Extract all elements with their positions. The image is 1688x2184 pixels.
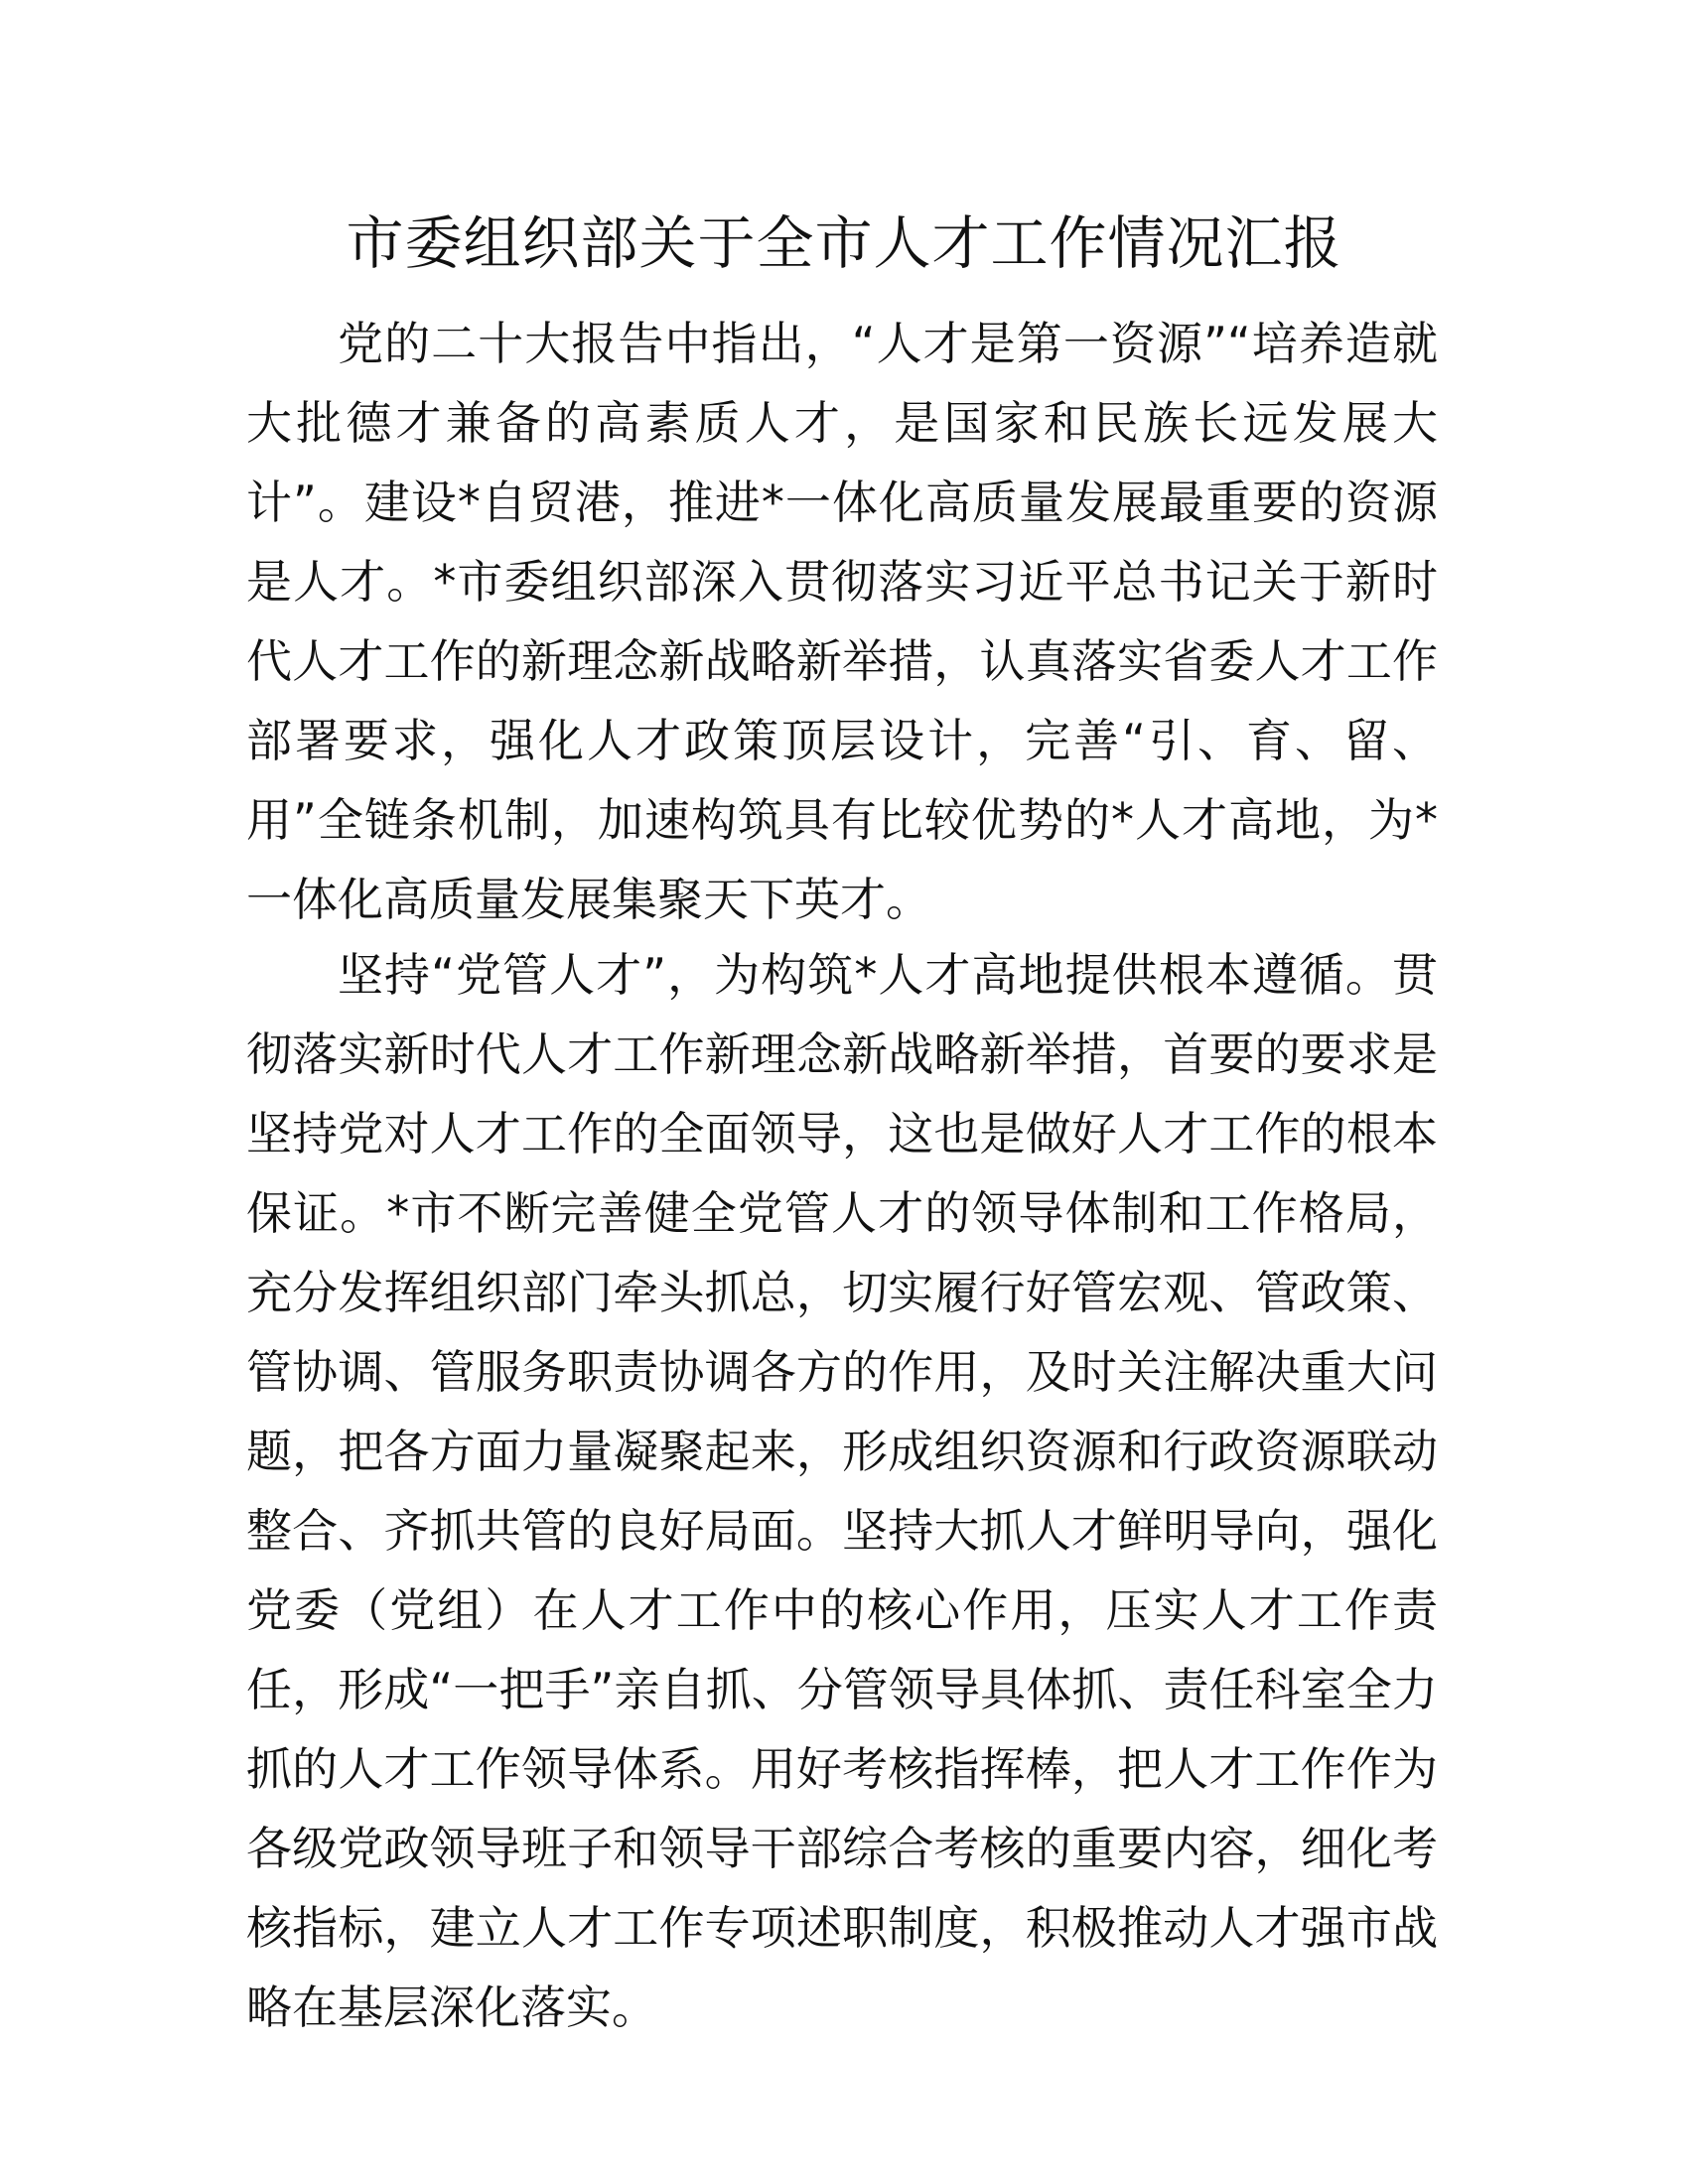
paragraph-party-leadership: 坚持“党管人才”，为构筑*人才高地提供根本遵循。贯彻落实新时代人才工作新理念新战略新举措，首要的要求是坚持党对人才工作的全面领导，这也是做好人才工作的根本保证。*市不断完善健全党管人才的领导体制和工作格局，充分发挥组织部门牵头抓总，切实履行好管宏观、管政策、管协调、管服务职责协调各方的作用，及时关注解决重大问题，把各方面力量凝聚起来，形成组织资源和行政资源联动整合、齐抓共管的良好局面。坚持大抓人才鲜明导向，强化党委（党组）在人才工作中的核心作用，压实人才工作责任，形成“一把手”亲自抓、分管领导具体抓、责任科室全力抓的人才工作领导体系。用好考核指挥棒，把人才工作作为各级党政领导班子和领导干部综合考核的重要内容，细化考核指标，建立人才工作专项述职制度，积极推动人才强市战略在基层深化落实。 [246,948,1438,2034]
paragraph-intro: 党的二十大报告中指出，“人才是第一资源”“培养造就大批德才兼备的高素质人才，是国家和民族长远发展大计”。建设*自贸港，推进*一体化高质量发展最重要的资源是人才。*市委组织部深入贯彻落实习近平总书记关于新时代人才工作的新理念新战略新举措，认真落实省委人才工作部署要求，强化人才政策顶层设计，完善“引、育、留、用”全链条机制，加速构筑具有比较优势的*人才高地，为*一体化高质量发展集聚天下英才。 [246,317,1438,926]
document-title: 市委组织部关于全市人才工作情况汇报 [346,209,1342,277]
